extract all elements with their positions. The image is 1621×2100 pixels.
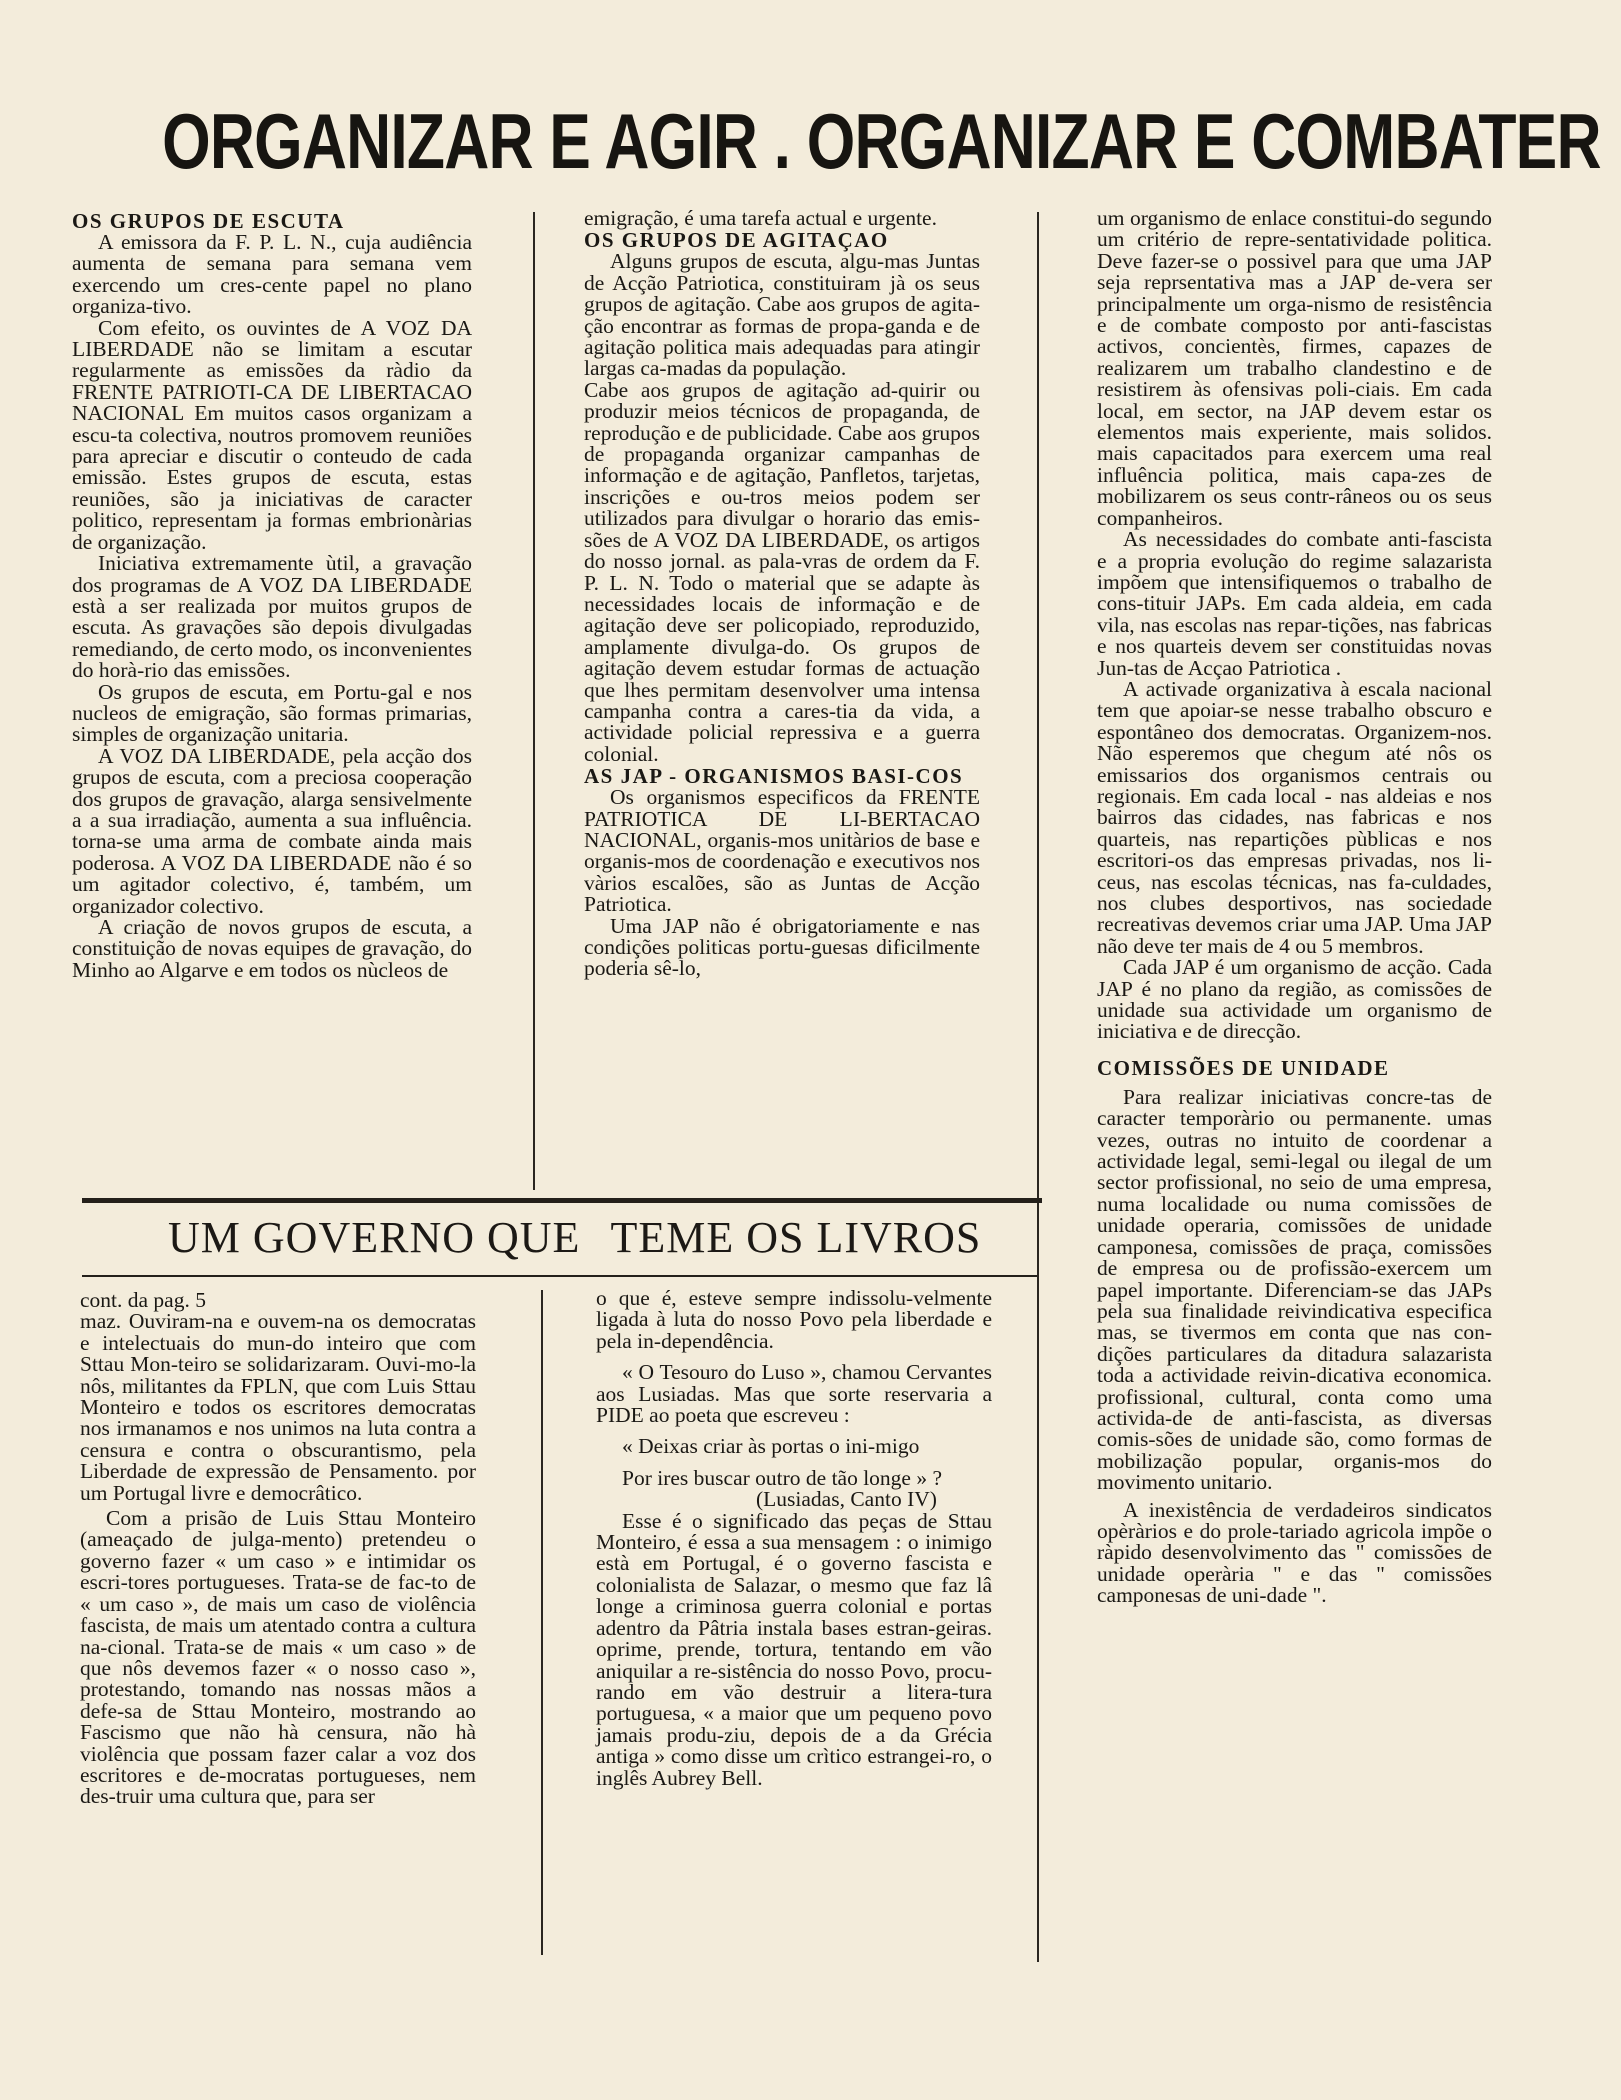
article2-column-1 — [80, 1290, 476, 1808]
article2-title — [168, 1212, 1168, 1263]
paragraph: A emissora da F. P. L. N., cuja audiência aumenta de semana para semana vem exercendo um cres-cente papel no plano organiza-tivo. — [72, 230, 472, 319]
verse-citation: (Lusiadas, Canto IV) — [756, 1487, 937, 1512]
article2-column-2 — [596, 1288, 992, 1789]
paragraph: Os grupos de escuta, em Portu-gal e nos nucleos de emigração, são formas primarias, simples de organização unitaria. — [72, 679, 472, 747]
page-headline: ORGANIZAR E AGIR . ORGANIZAR E COMBATER — [162, 97, 1601, 185]
article2-title-left: UM GOVERNO QUE — [168, 1213, 581, 1262]
paragraph: Cabe aos grupos de agitação ad-quirir ou produzir meios técnicos de propaganda, de reprodução e de publicidade. Cabe aos grupos de propaganda organizar campanhas de informação e de agitação, Panfletos, tarjetas, inscrições e ou-tros meios podem ser utilizados para divulgar o horario das emis-sões de A VOZ DA LIBERDADE, os artigos do nosso jornal. as pala-vras de ordem da F. P. L. N. Todo o material que se adapte às necessidades locais de informação e de agitação deve ser policopiado, reproduzido, amplamente divulga-do. Os grupos de agitação devem estudar formas de actuação que lhes permitam desenvolver uma intensa campanha contra a cares-tia da vida, a actividade policial repressiva e a guerra colonial. — [584, 377, 980, 766]
paragraph: « O Tesouro do Luso », chamou Cervantes aos Lusiadas. Mas que sorte reservaria a PIDE ao poeta que escreveu : — [596, 1360, 992, 1428]
article-separator-thin — [82, 1275, 1037, 1277]
verse-line: Por ires buscar outro de tão longe » ? — [622, 1465, 943, 1490]
paragraph: maz. Ouviram-na e ouvem-na os democratas e intelectuais do mun-do inteiro que com Sttau Mon-teiro se solidarizaram. Ouvi-mo-la nôs, militantes da FPLN, que com Luis Sttau Monteiro e todos os escritores democratas nos irmanamos e nos unimos na luta contra a censura e contra o obscurantismo, pela Liberdade de expressão de Pensamento. por um Portugal livre e democrâtico. — [80, 1309, 476, 1505]
article-separator — [82, 1198, 1042, 1203]
paragraph: A VOZ DA LIBERDADE, pela acção dos grupos de escuta, com a preciosa cooperação dos grupos de gravação, alarga sensivelmente a a sua irradiação, aumenta a sua influência. torna-se uma arma de combate ainda mais poderosa. A VOZ DA LIBERDADE não é so um agitador colectivo, é, também, um organizador colectivo. — [72, 743, 472, 918]
section-heading-grupos-escuta: OS GRUPOS DE ESCUTA — [72, 209, 345, 233]
paragraph: Iniciativa extremamente ùtil, a gravação dos programas de A VOZ DA LIBERDADE està a ser realizada por muitos grupos de escuta. As gravações são depois divulgadas remediando, de certo modo, os inconvenientes do horà-rio das emissões. — [72, 551, 472, 683]
continuation-note: cont. da pag. 5 — [80, 1288, 206, 1312]
paragraph: Com a prisão de Luis Sttau Monteiro (ameaçado de julga-mento) pretendeu o governo fazer « um caso » e intimidar os escri-tores portugueses. Trata-se de fac-to de « um caso », de mais um caso de violência fascista, de mais um atentado contra a cultura na-cional. Trata-se de mais « um caso » de que nôs devemos fazer « o nosso caso », protestando, tomando nas nossas mãos a defe-sa de Sttau Monteiro, mostrando ao Fascismo que não hà censura, não hà violência que possam fazer calar a voz dos escritores e de-mocratas portugueses, nem des-truir uma cultura que, para ser — [80, 1506, 476, 1809]
article1-column-1 — [72, 210, 472, 981]
article2-title-right: TEME OS LIVROS — [610, 1213, 982, 1262]
paragraph: Para realizar iniciativas concre-tas de caracter temporàrio ou permanente. umas vezes, outras no intuito de coordenar a actividade legal, semi-legal ou ilegal de um sector profissional, no seio de uma empresa, numa localidade ou numa comissões de unidade operaria, comissões de unidade camponesa, comissões de praça, comissões de empresa ou de profissão-exercem um papel importante. Diferenciam-se das JAPs pela sua finalidade reivindicativa especifica mas, se tivermos em conta que nas con-dições particulares da ditadura salazarista toda a actividade reivin-dicativa economica. profissional, cultural, conta como uma activida-de de anti-fascista, as diversas comis-sões de unidade são, como formas de mobilização popular, organis-mos do movimento unitario. — [1097, 1084, 1492, 1495]
paragraph: A inexistência de verdadeiros sindicatos opèràrios e do prole-tariado agricola impõe o ràpido desenvolvimento das " comissões de unidade operària " e das " comissões camponesas de uni-dade ". — [1097, 1497, 1492, 1608]
section-heading-comissoes-unidade: COMISSÕES DE UNIDADE — [1097, 1055, 1390, 1080]
column-divider — [1037, 212, 1039, 1962]
paragraph: Cada JAP é um organismo de acção. Cada JAP é no plano da região, as comissões de unidade sua actividade um organismo de iniciativa e de direcção. — [1097, 955, 1492, 1044]
section-heading-jap: AS JAP - ORGANISMOS BASI-COS — [584, 764, 964, 789]
paragraph: Alguns grupos de escuta, algu-mas Juntas de Acção Patriotica, constituiram jà os seus grupos de agitação. Cabe aos grupos de agita-ção encontrar as formas de propa-ganda e de agitação politica mais adequadas para atingir largas ca-madas da população. — [584, 249, 980, 381]
paragraph: Com efeito, os ouvintes de A VOZ DA LIBERDADE não se limitam a escutar regularmente as emissões da ràdio da FRENTE PATRIOTI-CA DE LIBERTACAO NACIONAL Em muitos casos organizam a escu-ta colectiva, noutros promovem reuniões para apreciar e discutir o conteudo de cada emissão. Estes grupos de escuta, estas reuniões, são ja iniciativas de caracter politico, representam ja formas embrionàrias de organização. — [72, 315, 472, 554]
article1-column-3 — [1097, 208, 1492, 1607]
article1-column-2 — [584, 208, 980, 980]
column-divider — [533, 212, 535, 1190]
paragraph: o que é, esteve sempre indissolu-velmente ligada à luta do nosso Povo pela liberdade e pela in-dependência. — [596, 1286, 992, 1353]
paragraph: As necessidades do combate anti-fascista e a propria evolução do regime salazarista impõem que intensifiquemos o trabalho de cons-tituir JAPs. Em cada aldeia, em cada vila, nas escolas nas repar-tições, nas fabricas e nos quarteis devem ser constituidas novas Jun-tas de Acçao Patriotica . — [1097, 527, 1492, 680]
paragraph: A activade organizativa à escala nacional tem que apoiar-se nesse trabalho obscuro e espontâneo dos democratas. Organizem-nos. Não esperemos que chegum até nôs os emissarios dos organismos centrais ou regionais. Em cada local - nas aldeias e nos bairros das cidades, nas fabricas e nos quarteis, nas repartições pùblicas e nos escritori-os das empresas privadas, nos li-ceus, nas escolas técnicas, nas fa-culdades, nos clubes desportivos, nas sociedade recreativas devemos criar uma JAP. Uma JAP não deve ter mais de 4 ou 5 membros. — [1097, 676, 1492, 958]
section-heading-grupos-agitacao: OS GRUPOS DE AGITAÇAO — [584, 228, 889, 253]
paragraph: Os organismos especificos da FRENTE PATRIOTICA DE LI-BERTACAO NACIONAL, organis-mos unitàrios de base e organis-mos de coordenação e executivos nos vàrios escalões, são as Juntas de Acção Patriotica. — [584, 785, 980, 917]
verse-line: « Deixas criar às portas o ini-migo — [622, 1434, 920, 1459]
paragraph: um organismo de enlace constitui-do segundo um critério de repre-sentatividade politica. Deve fazer-se o possivel para que uma JAP seja reprsentativa mas a JAP de-vera ser principalmente um orga-nismo de resistência e de combate composto por anti-fascistas activos, concientès, firmes, capazes de realizarem um trabalho clandestino e de resistirem às ofensivas poli-ciais. Em cada local, em sector, na JAP devem estar os elementos mais experiente, mais solidos. mais capacitados para exercem uma real influência politica, mais capa-zes de mobilizarem os seus contr-râneos ou os seus companheiros. — [1097, 206, 1492, 530]
paragraph: Uma JAP não é obrigatoriamente e nas condições politicas portu-guesas dificilmente poderia sê-lo, — [584, 913, 980, 981]
paragraph: A criação de novos grupos de escuta, a constituição de novas equipes de gravação, do Minho ao Algarve e em todos os nùcleos de — [72, 915, 472, 982]
paragraph: emigração, é uma tarefa actual e urgente. — [584, 206, 937, 230]
paragraph: Esse é o significado das peças de Sttau Monteiro, é essa a sua mensagem : o inimigo està em Portugal, é o governo fascista e colonialista de Salazar, o mesmo que faz lâ longe a criminosa guerra colonial e portas adentro da Pâtria instala bases estran-geiras. oprime, prende, tortura, tentando em vão aniquilar a re-sistência do nosso Povo, procu-rando em vão destruir a litera-tura portuguesa, « a maior que um pequeno povo jamais produ-ziu, depois de a da Grécia antiga » como disse um crìtico estrangei-ro, o inglês Aubrey Bell. — [596, 1508, 992, 1790]
column-divider — [541, 1290, 543, 1955]
